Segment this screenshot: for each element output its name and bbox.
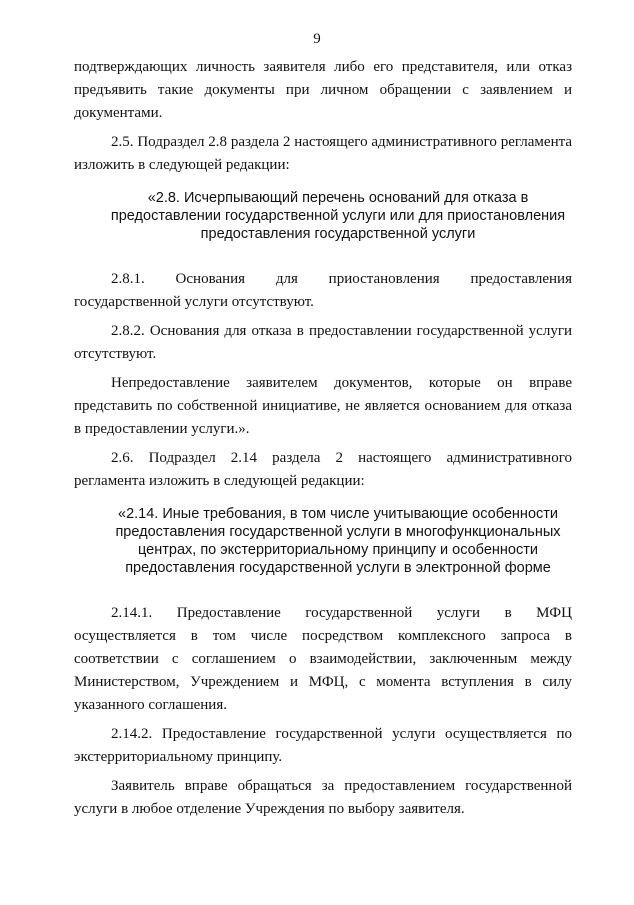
heading-2-8-line: предоставления государственной услуги xyxy=(200,226,476,242)
heading-2-8-line: предоставлении государственной услуги или для приостановления xyxy=(110,208,566,224)
paragraph-2-6: 2.6. Подраздел 2.14 раздела 2 настоящего административного регламента изложить в следующей редакции: xyxy=(74,450,572,489)
heading-2-8 xyxy=(74,189,572,243)
heading-2-14-line: предоставления государственной услуги в электронной форме xyxy=(125,560,551,576)
paragraph-2-5: 2.5. Подраздел 2.8 раздела 2 настоящего административного регламента изложить в следующей редакции: xyxy=(74,134,572,173)
heading-2-14 xyxy=(74,505,572,577)
heading-2-8-line: «2.8. Исчерпывающий перечень оснований для отказа в xyxy=(147,190,529,206)
paragraph-non-submission: Непредоставление заявителем документов, которые он вправе представить по собственной инициативе, не является основанием для отказа в предоставлении услуги.». xyxy=(74,375,572,437)
heading-2-14-line: «2.14. Иные требования, в том числе учитывающие особенности xyxy=(118,506,558,522)
paragraph-2-14-2: 2.14.2. Предоставление государственной услуги осуществляется по экстерриториальному принципу. xyxy=(74,726,572,765)
document-body xyxy=(74,56,572,821)
heading-2-14-line: центрах, по экстерриториальному принципу и особенности xyxy=(138,542,538,558)
paragraph-applicant-right: Заявитель вправе обращаться за предоставлением государственной услуги в любое отделение Учреждения по выбору заявителя. xyxy=(74,778,572,817)
paragraph-2-8-1: 2.8.1. Основания для приостановления предоставления государственной услуги отсутствуют. xyxy=(74,271,572,310)
heading-2-14-line: предоставления государственной услуги в многофункциональных xyxy=(115,524,561,540)
paragraph-2-8-2: 2.8.2. Основания для отказа в предоставлении государственной услуги отсутствуют. xyxy=(74,323,572,362)
page-number: 9 xyxy=(313,31,321,47)
paragraph-continuation: подтверждающих личность заявителя либо его представителя, или отказ предъявить такие документы при личном обращении с заявлением и документами. xyxy=(74,59,572,121)
paragraph-2-14-1: 2.14.1. Предоставление государственной услуги в МФЦ осуществляется в том числе посредством комплексного запроса в соответствии с соглашением о взаимодействии, заключенным между Министерством, Учреждением и МФЦ, с момента вступления в силу указанного соглашения. xyxy=(74,605,572,713)
